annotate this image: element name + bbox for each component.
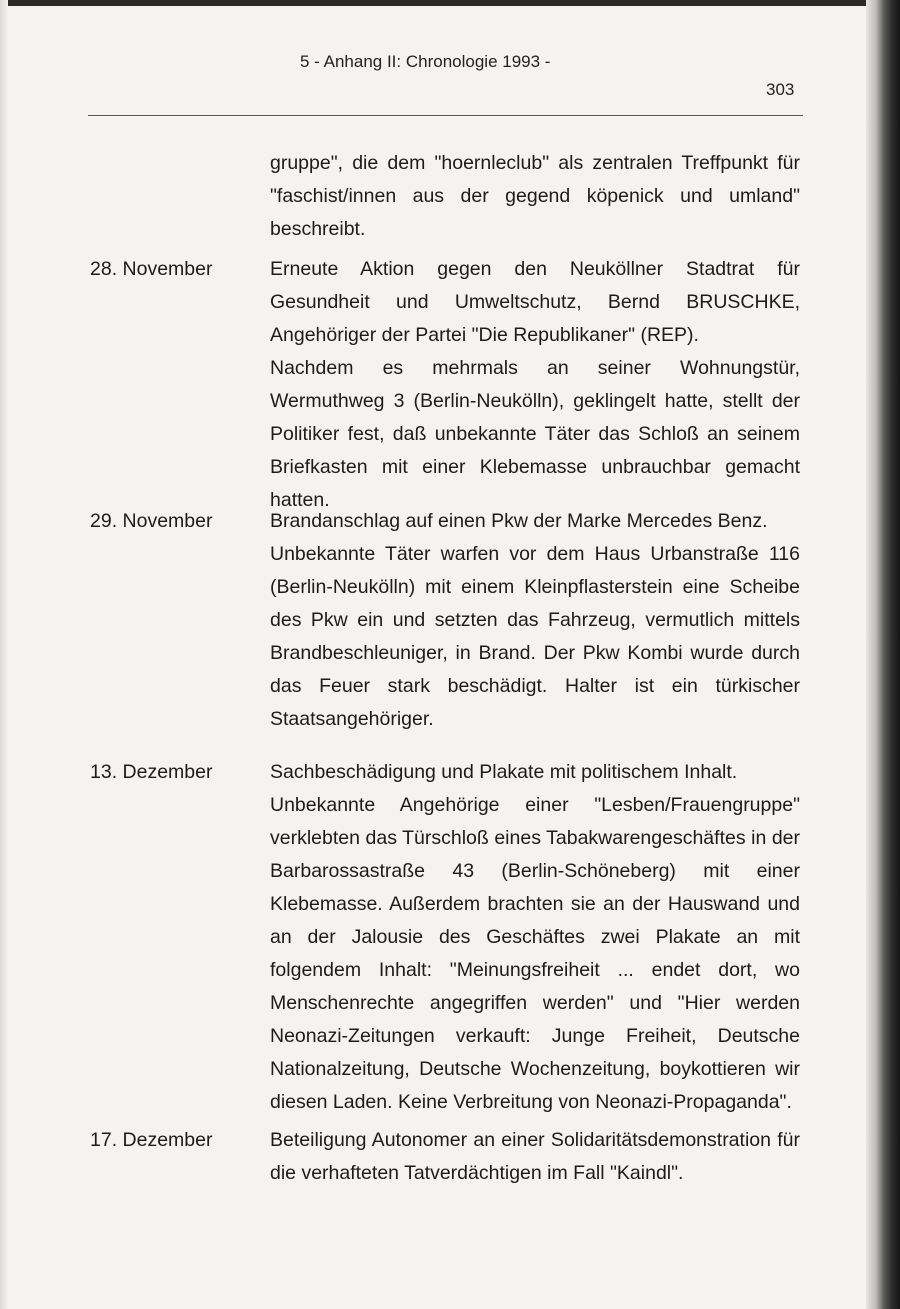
scan-binding-edge — [866, 0, 900, 1309]
running-header: 5 - Anhang II: Chronologie 1993 - — [300, 52, 551, 71]
entry-paragraph: Beteiligung Autonomer an einer Solidaritätsdemonstration für die verhafteten Tatverdächtigen im Fall "Kaindl". — [270, 1129, 800, 1184]
entry-paragraph: Erneute Aktion gegen den Neuköllner Stadtrat für Gesundheit und Umweltschutz, Bernd BRUSCHKE, Angehöriger der Partei "Die Republikaner" (REP). — [270, 258, 800, 346]
entry-text-17-dezember — [270, 1124, 800, 1190]
header-rule — [88, 115, 803, 116]
continuation-text — [270, 147, 800, 246]
entry-text-13-dezember — [270, 756, 800, 1119]
entry-date-28-november: 28. November — [90, 258, 213, 280]
entry-paragraph: Nachdem es mehrmals an seiner Wohnungstür, Wermuthweg 3 (Berlin-Neukölln), geklingelt hatte, stellt der Politiker fest, daß unbekannte Täter das Schloß an seinem Briefkasten mit einer Klebemasse unbrauchbar gemacht hatten. — [270, 357, 800, 511]
scan-left-shade — [0, 0, 8, 1309]
scan-top-edge — [0, 0, 900, 6]
entry-date-29-november: 29. November — [90, 510, 213, 532]
entry-paragraph: Sachbeschädigung und Plakate mit politischem Inhalt. — [270, 761, 738, 783]
entry-paragraph: Unbekannte Angehörige einer "Lesben/Frauengruppe" verklebten das Türschloß eines Tabakwarengeschäftes in der Barbarossastraße 43 (Berlin-Schöneberg) mit einer Klebemasse. Außerdem brachten sie an der Hauswand und an der Jalousie des Geschäftes zwei Plakate an mit folgendem Inhalt: "Meinungsfreiheit ... endet dort, wo Menschenrechte angegriffen werden" und "Hier werden Neonazi-Zeitungen verkauft: Junge Freiheit, Deutsche Nationalzeitung, Deutsche Wochenzeitung, boykottieren wir diesen Laden. Keine Verbreitung von Neonazi-Propaganda". — [270, 794, 800, 1113]
entry-text-29-november — [270, 505, 800, 736]
entry-paragraph: Unbekannte Täter warfen vor dem Haus Urbanstraße 116 (Berlin-Neukölln) mit einem Kleinpflasterstein eine Scheibe des Pkw ein und setzten das Fahrzeug, vermutlich mittels Brandbeschleuniger, in Brand. Der Pkw Kombi wurde durch das Feuer stark beschädigt. Halter ist ein türkischer Staatsangehöriger. — [270, 543, 800, 730]
entry-date-13-dezember: 13. Dezember — [90, 761, 213, 783]
entry-text-28-november — [270, 253, 800, 517]
entry-date-17-dezember: 17. Dezember — [90, 1129, 213, 1151]
continuation-paragraph: gruppe", die dem "hoernleclub" als zentralen Treffpunkt für "faschist/innen aus der gegend köpenick und umland" beschreibt. — [270, 152, 800, 240]
entry-paragraph: Brandanschlag auf einen Pkw der Marke Mercedes Benz. — [270, 510, 768, 532]
page-number: 303 — [766, 80, 795, 99]
